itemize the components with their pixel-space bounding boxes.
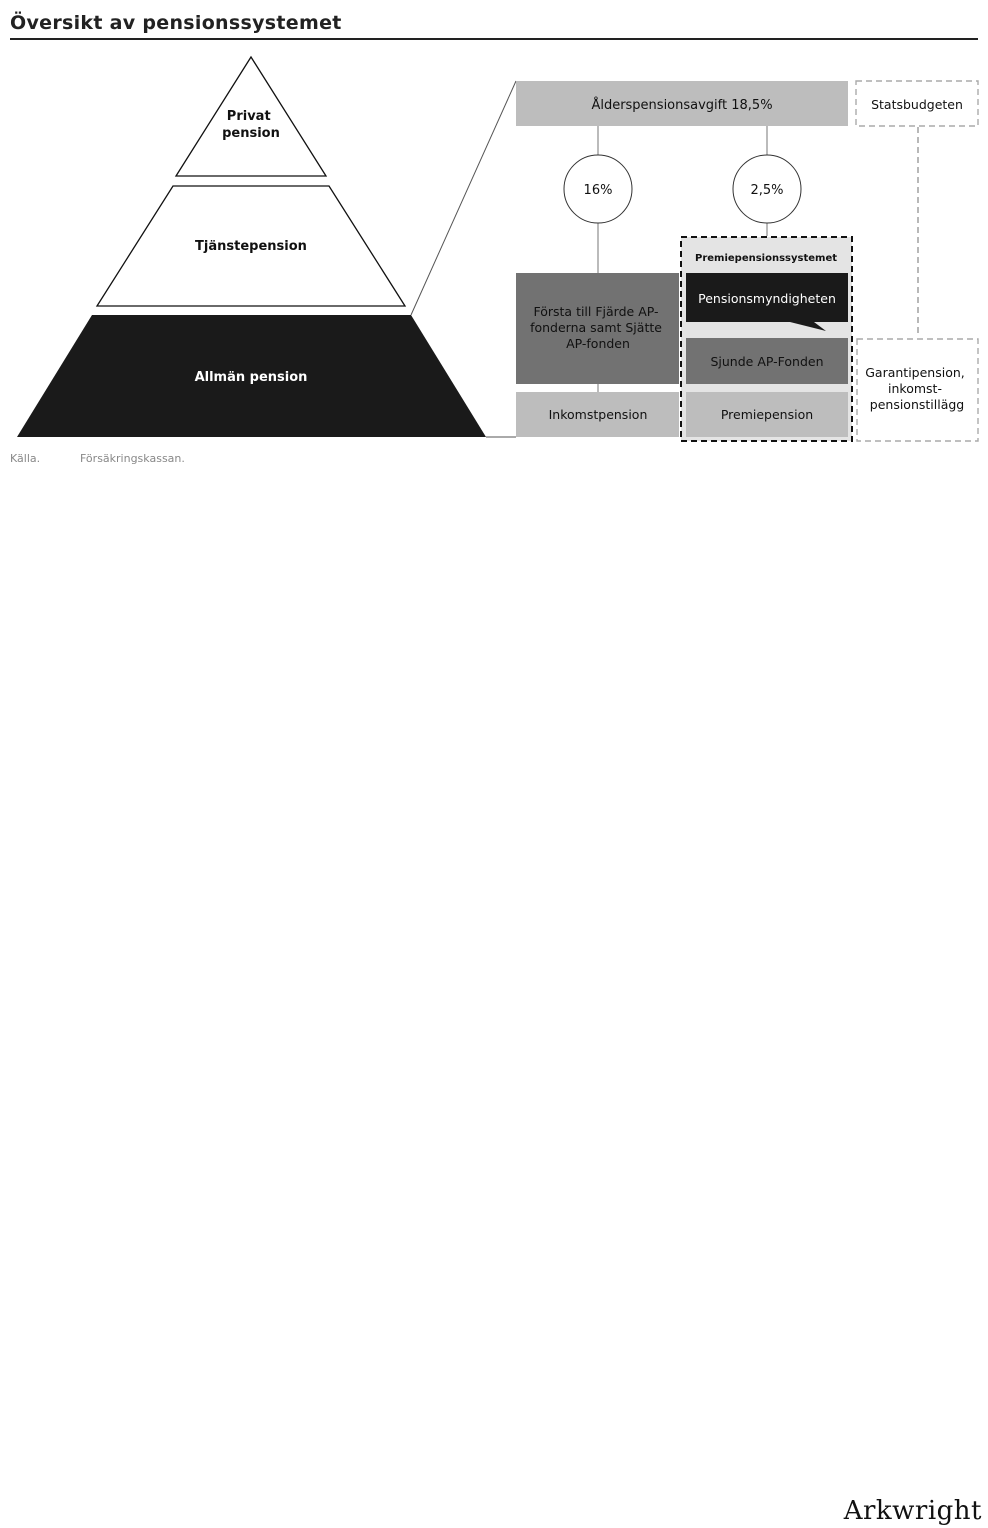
pensionsmyndigheten-label: Pensionsmyndigheten — [698, 291, 836, 306]
pyramid-middle-label: Tjänstepension — [195, 239, 307, 254]
inkomstpension-label: Inkomstpension — [548, 407, 648, 422]
share-premium-label: 2,5% — [750, 183, 784, 198]
share-income-label: 16% — [583, 183, 613, 198]
sjunde-ap-label: Sjunde AP-Fonden — [710, 354, 824, 369]
premium-system-label: Premiepensionssystemet — [694, 253, 838, 264]
pension-diagram — [0, 0, 988, 470]
source-value: Försäkringskassan. — [80, 452, 185, 465]
brand-logo: Arkwright — [843, 1496, 982, 1526]
statsbudget-label: Statsbudgeten — [871, 97, 963, 112]
premiepension-label: Premiepension — [720, 407, 814, 422]
garanti-label: Garantipension, inkomst- pensionstillägg — [865, 365, 965, 412]
pyramid-top-label: Privat pension — [222, 109, 280, 141]
contribution-label: Ålderspensionsavgift 18,5% — [591, 98, 773, 113]
source-label: Källa. — [10, 452, 41, 465]
pyramid-bottom-label: Allmän pension — [194, 370, 308, 385]
zoom-connector-top — [411, 81, 516, 315]
page-title: Översikt av pensionssystemet — [10, 12, 342, 34]
ap-funds-label: Första till Fjärde AP- fonderna samt Sjätte AP-fonden — [530, 304, 662, 351]
